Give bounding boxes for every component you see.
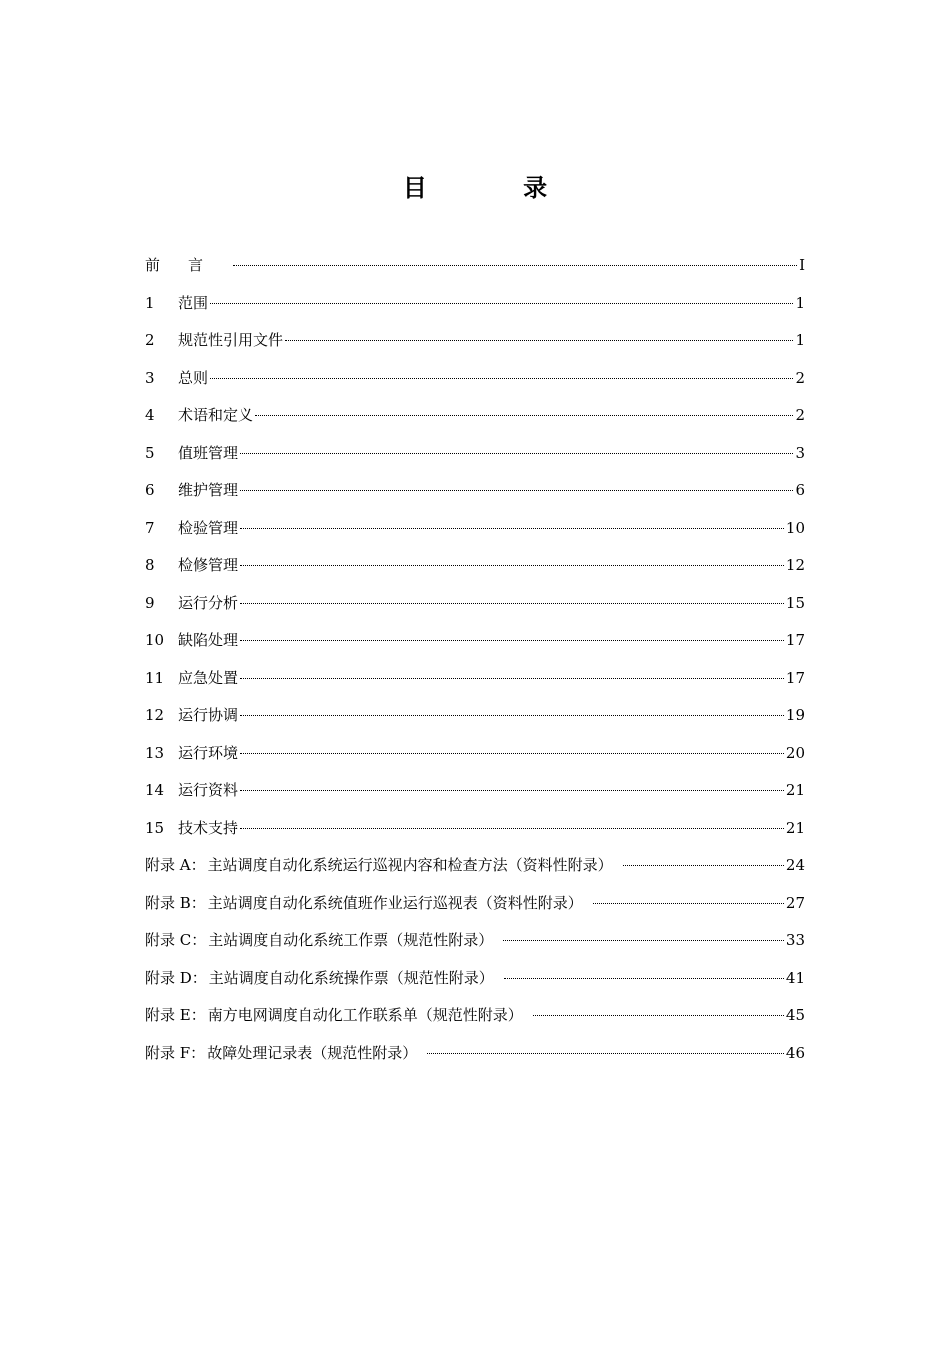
- toc-entry-page: 17: [785, 631, 805, 649]
- toc-entry-page: 21: [785, 781, 805, 799]
- toc-entry-number: 附录 D：: [145, 968, 207, 987]
- dot-leader: [503, 940, 784, 941]
- toc-entry-label: 值班管理: [178, 443, 239, 462]
- toc-entry-number: 4: [145, 406, 155, 424]
- toc-entry-label: 运行环境: [178, 743, 239, 762]
- toc-entry-label: 运行分析: [178, 593, 239, 612]
- toc-entry-appendix-2[interactable]: [145, 891, 805, 929]
- toc-entry-appendix-4[interactable]: [145, 966, 805, 1004]
- toc-entry-label: 维护管理: [178, 481, 239, 499]
- dot-leader: [255, 415, 793, 416]
- dot-leader: [504, 978, 784, 979]
- toc-entry-section-10[interactable]: [145, 628, 805, 666]
- toc-entry-number: 11: [145, 668, 165, 687]
- toc-entry-page: 20: [785, 743, 805, 762]
- dot-leader: [240, 453, 793, 454]
- toc-entry-section-13[interactable]: [145, 741, 805, 779]
- toc-entry-page: 3: [795, 443, 805, 462]
- toc-entry-page: 6: [795, 481, 805, 499]
- toc-entry-page: 17: [785, 668, 805, 687]
- toc-entry-page: 12: [785, 556, 805, 574]
- toc-entry-page: 2: [795, 406, 805, 424]
- toc-entry-number: 13: [145, 743, 165, 762]
- toc-entry-number: 7: [145, 518, 155, 537]
- toc-entry-section-1[interactable]: [145, 291, 805, 329]
- dot-leader: [240, 715, 784, 716]
- dot-leader: [593, 903, 784, 904]
- toc-entry-page: 1: [795, 293, 805, 312]
- dot-leader: [240, 490, 793, 491]
- toc-entry-section-4[interactable]: [145, 403, 805, 441]
- toc-entry-page: 24: [785, 856, 805, 874]
- toc-entry-number: 12: [145, 706, 165, 724]
- toc-entry-number: 2: [145, 331, 155, 349]
- toc-entry-label: 南方电网调度自动化工作联系单（规范性附录）: [207, 1006, 523, 1024]
- dot-leader: [240, 565, 784, 566]
- toc-entry-label: 主站调度自动化系统工作票（规范性附录）: [208, 931, 494, 949]
- toc-title: 目 录: [402, 174, 592, 202]
- toc-entry-label: 总则: [178, 368, 209, 387]
- toc-entry-section-9[interactable]: [145, 591, 805, 629]
- dot-leader: [240, 603, 784, 604]
- toc-entry-number: 附录 E：: [145, 1006, 206, 1024]
- dot-leader: [240, 753, 784, 754]
- dot-leader: [240, 678, 784, 679]
- toc-entry-section-6[interactable]: [145, 478, 805, 516]
- toc-entry-number: 8: [145, 556, 155, 574]
- toc-entry-page: 46: [785, 1043, 805, 1062]
- dot-leader: [240, 640, 784, 641]
- toc-entry-label: 术语和定义: [178, 406, 254, 424]
- toc-entry-page: 33: [785, 931, 805, 949]
- dot-leader: [285, 340, 793, 341]
- toc-entry-number: 6: [145, 481, 155, 499]
- toc-entry-label: 技术支持: [178, 818, 239, 837]
- toc-entry-appendix-5[interactable]: [145, 1003, 805, 1041]
- toc-entry-number: 1: [145, 293, 155, 312]
- toc-entry-number: 附录 B：: [145, 893, 206, 912]
- toc-entry-number: 附录 A：: [145, 856, 206, 874]
- toc-entry-appendix-6[interactable]: [145, 1041, 805, 1079]
- toc-entry-label: 缺陷处理: [178, 631, 239, 649]
- toc-entry-appendix-1[interactable]: [145, 853, 805, 891]
- toc-entry-page: 10: [785, 518, 805, 537]
- toc-entry-number: 10: [145, 631, 165, 649]
- table-of-contents: [145, 253, 805, 1078]
- dot-leader: [533, 1015, 784, 1016]
- toc-entry-page: 19: [785, 706, 805, 724]
- toc-entry-section-15[interactable]: [145, 816, 805, 854]
- toc-entry-number: 9: [145, 593, 155, 612]
- toc-entry-label: 前言: [145, 256, 232, 274]
- dot-leader: [233, 265, 797, 266]
- toc-entry-page: 45: [785, 1006, 805, 1024]
- toc-entry-page: 1: [795, 331, 805, 349]
- toc-entry-section-12[interactable]: [145, 703, 805, 741]
- toc-entry-page: 15: [785, 593, 805, 612]
- toc-entry-label: 运行协调: [178, 706, 239, 724]
- toc-entry-label: 检验管理: [178, 518, 239, 537]
- dot-leader: [210, 303, 793, 304]
- toc-entry-section-3[interactable]: [145, 366, 805, 404]
- dot-leader: [240, 528, 784, 529]
- toc-entry-section-11[interactable]: [145, 666, 805, 704]
- toc-entry-number: 5: [145, 443, 155, 462]
- toc-entry-label: 范围: [178, 293, 209, 312]
- toc-entry-label: 应急处置: [178, 668, 239, 687]
- toc-entry-number: 15: [145, 818, 165, 837]
- toc-entry-preface[interactable]: [145, 253, 805, 291]
- toc-entry-page: 2: [795, 368, 805, 387]
- toc-entry-section-5[interactable]: [145, 441, 805, 479]
- toc-entry-number: 14: [145, 781, 165, 799]
- toc-entry-number: 附录 C：: [145, 931, 207, 949]
- toc-entry-label: 规范性引用文件: [178, 331, 284, 349]
- dot-leader: [240, 790, 784, 791]
- toc-entry-number: 附录 F：: [145, 1043, 206, 1062]
- toc-entry-page: 27: [785, 893, 805, 912]
- dot-leader: [427, 1053, 784, 1054]
- dot-leader: [623, 865, 784, 866]
- toc-entry-label: 故障处理记录表（规范性附录）: [207, 1043, 418, 1062]
- toc-entry-number: 3: [145, 368, 155, 387]
- dot-leader: [240, 828, 784, 829]
- dot-leader: [210, 378, 793, 379]
- toc-entry-page: 21: [785, 818, 805, 837]
- toc-entry-appendix-3[interactable]: [145, 928, 805, 966]
- toc-entry-section-14[interactable]: [145, 778, 805, 816]
- toc-entry-label: 主站调度自动化系统操作票（规范性附录）: [208, 968, 494, 987]
- toc-entry-page: 41: [785, 968, 805, 987]
- toc-entry-label: 运行资料: [178, 781, 239, 799]
- toc-entry-section-7[interactable]: [145, 516, 805, 554]
- toc-entry-page: I: [799, 256, 805, 274]
- toc-entry-section-2[interactable]: [145, 328, 805, 366]
- toc-entry-section-8[interactable]: [145, 553, 805, 591]
- toc-entry-label: 主站调度自动化系统值班作业运行巡视表（资料性附录）: [207, 893, 583, 912]
- toc-entry-label: 主站调度自动化系统运行巡视内容和检查方法（资料性附录）: [207, 856, 613, 874]
- toc-entry-label: 检修管理: [178, 556, 239, 574]
